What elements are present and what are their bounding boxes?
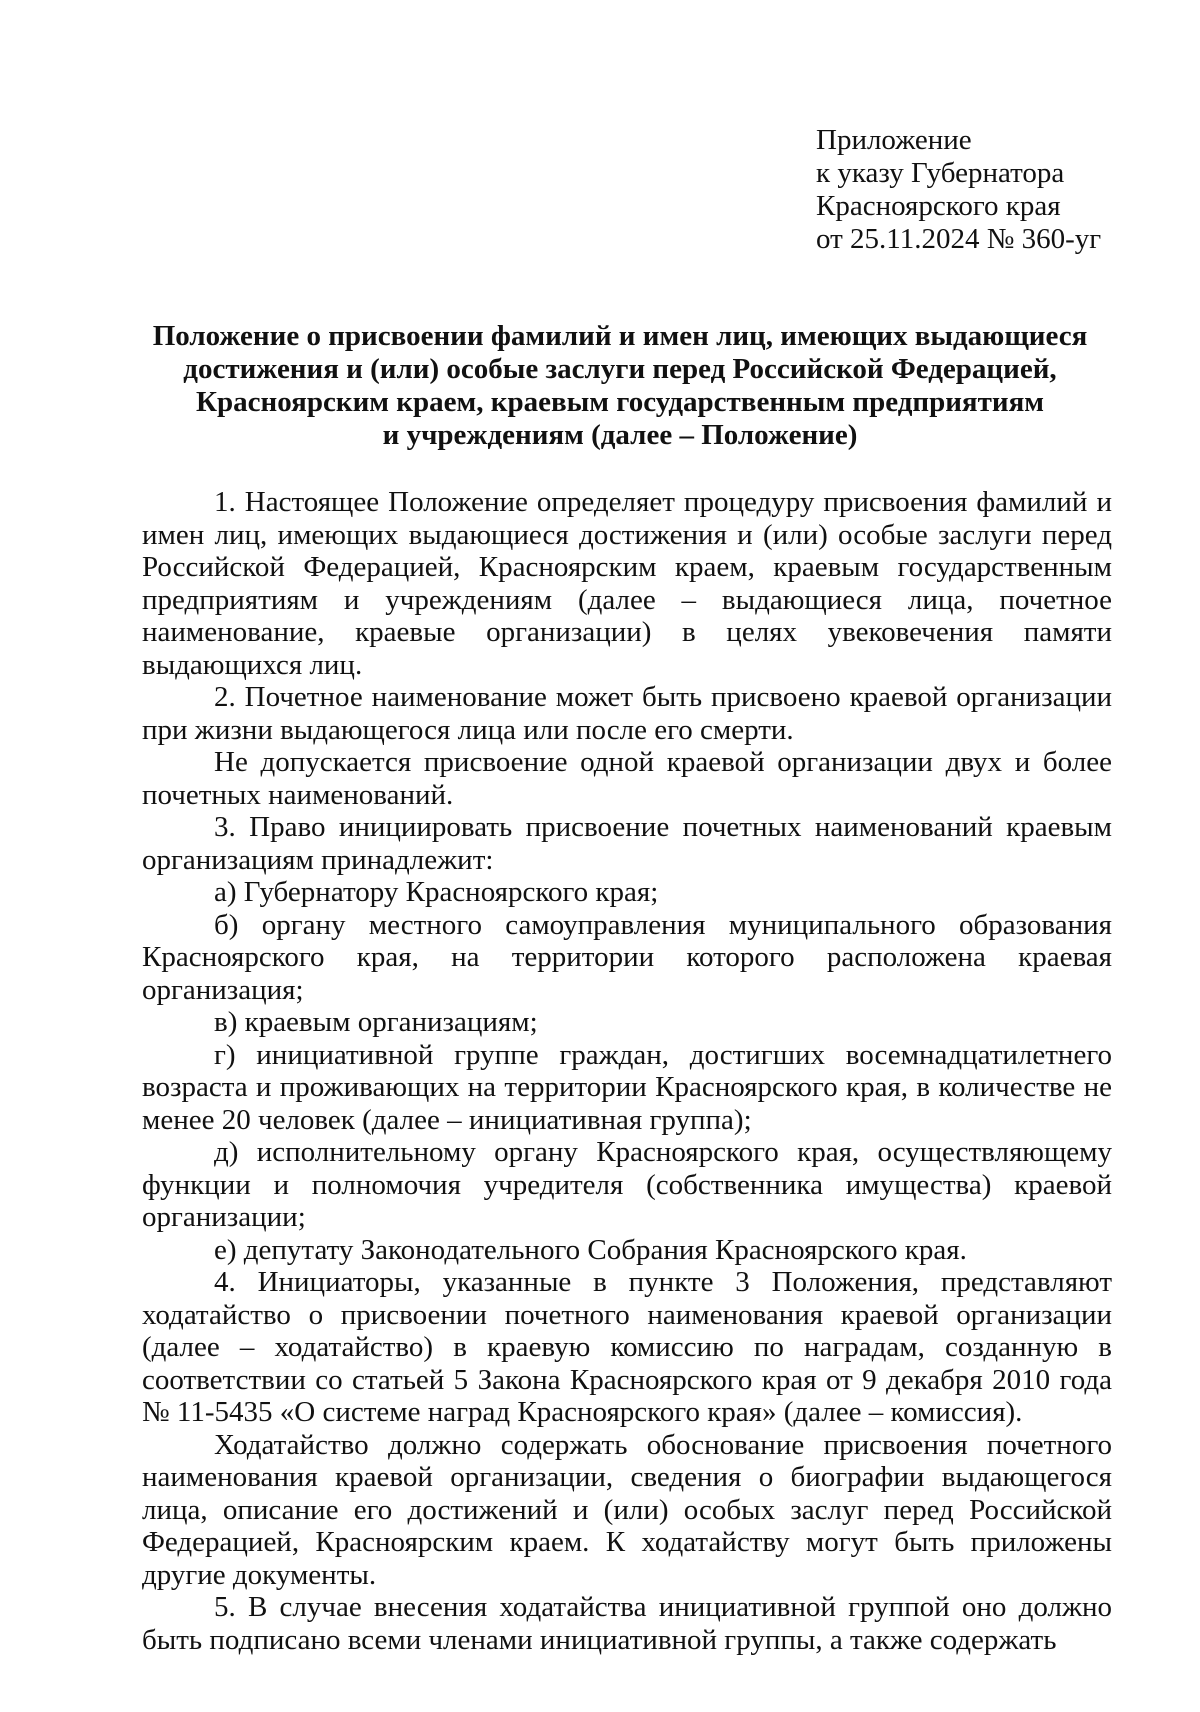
appendix-line: к указу Губернатора	[816, 157, 1065, 189]
paragraph-2-note: Не допускается присвоение одной краевой организации двух и более почетных наименований.	[142, 746, 1112, 811]
title-line: и учреждениям (далее – Положение)	[382, 419, 858, 451]
document-title	[140, 320, 1100, 452]
appendix-line: Приложение	[816, 124, 972, 156]
paragraph-3: 3. Право инициировать присвоение почетных наименований краевым организациям принадлежит:	[142, 811, 1112, 876]
paragraph-1: 1. Настоящее Положение определяет процедуру присвоения фамилий и имен лиц, имеющих выдающиеся достижения и (или) особые заслуги перед Российской Федерацией, Красноярским краем, краевым государственным предприятиям и учреждениям (далее – выдающиеся лица, почетное наименование, краевые организации) в целях увековечения памяти выдающихся лиц.	[142, 486, 1112, 681]
appendix-line: от 25.11.2024 № 360-уг	[816, 223, 1102, 255]
item-b: б) органу местного самоуправления муниципального образования Красноярского края, на территории которого расположена краевая организация;	[142, 908, 1112, 1006]
paragraph-4: 4. Инициаторы, указанные в пункте 3 Положения, представляют ходатайство о присвоении почетного наименования краевой организации (далее – ходатайство) в краевую комиссию по наградам, созданную в соответствии со статьей 5 Закона Красноярского края от 9 декабря 2010 года № 11-5435 «О системе наград Красноярского края» (далее – комиссия).	[142, 1266, 1112, 1428]
item-d: д) исполнительному органу Красноярского края, осуществляющему функции и полномочия учредителя (собственника имущества) краевой организации;	[142, 1136, 1112, 1233]
title-line: Красноярским краем, краевым государственным предприятиям	[195, 386, 1045, 418]
document-body	[142, 486, 1112, 1656]
appendix-line: Красноярского края	[816, 190, 1061, 222]
title-line: достижения и (или) особые заслуги перед Российской Федерацией,	[183, 353, 1057, 385]
paragraph-4-note: Ходатайство должно содержать обоснование присвоения почетного наименования краевой организации, сведения о биографии выдающегося лица, описание его достижений и (или) особых заслуг перед Российской Федерацией, Красноярским краем. К ходатайству могут быть приложены другие документы.	[142, 1428, 1112, 1591]
paragraph-5: 5. В случае внесения ходатайства инициативной группой оно должно быть подписано всеми членами инициативной группы, а также содержать	[142, 1591, 1112, 1656]
item-v: в) краевым организациям;	[214, 1006, 538, 1038]
appendix-block	[816, 124, 1101, 256]
paragraph-2: 2. Почетное наименование может быть присвоено краевой организации при жизни выдающегося лица или после его смерти.	[142, 681, 1112, 746]
title-line: Положение о присвоении фамилий и имен лиц, имеющих выдающиеся	[152, 320, 1088, 352]
item-e: е) депутату Законодательного Собрания Красноярского края.	[214, 1233, 967, 1266]
item-a: а) Губернатору Красноярского края;	[214, 876, 659, 908]
item-g: г) инициативной группе граждан, достигших восемнадцатилетнего возраста и проживающих на территории Красноярского края, в количестве не менее 20 человек (далее – инициативная группа);	[142, 1038, 1112, 1136]
